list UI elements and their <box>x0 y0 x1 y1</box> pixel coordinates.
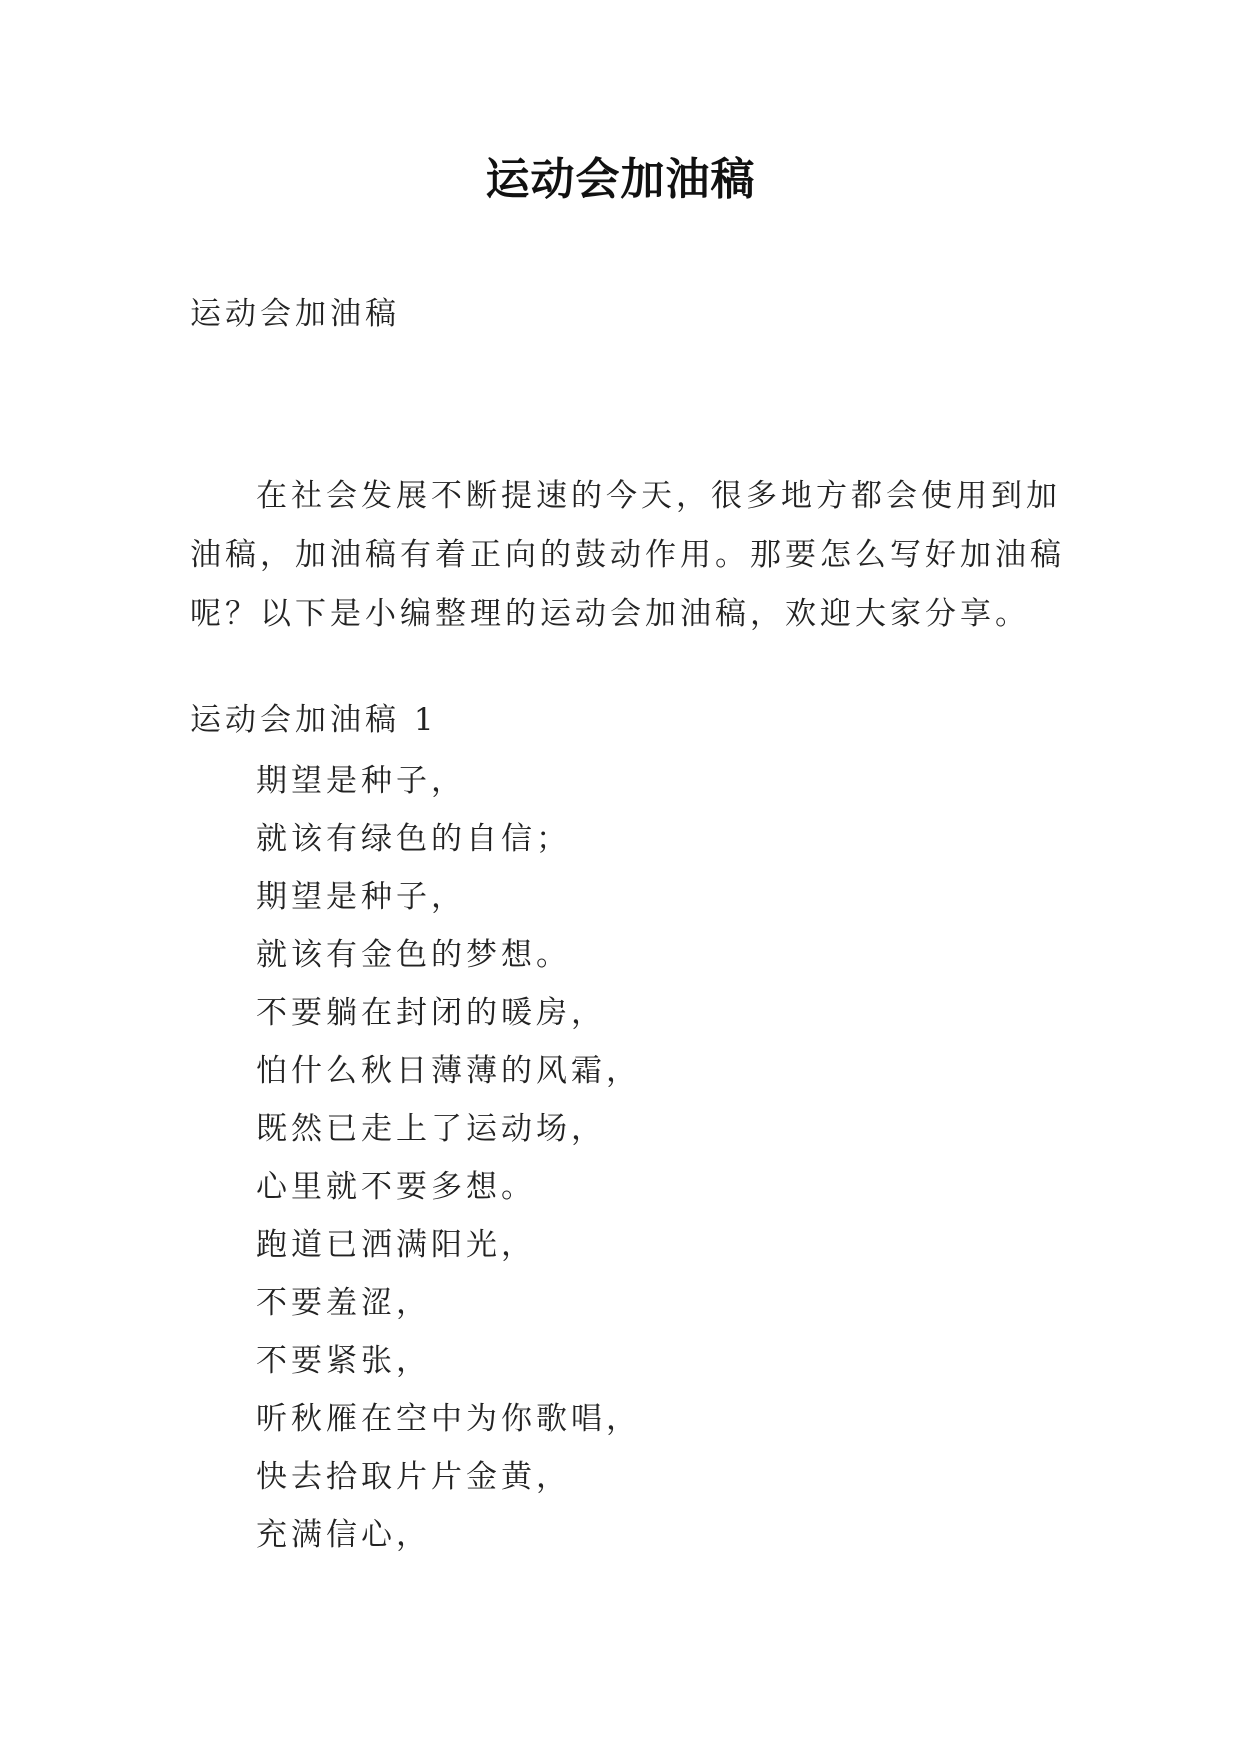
poem-line: 跑道已洒满阳光， <box>256 1227 536 1263</box>
poem-line: 不要羞涩， <box>256 1285 431 1321</box>
poem-line: 就该有金色的梦想。 <box>256 937 571 973</box>
poem-line: 快去拾取片片金黄， <box>256 1459 571 1495</box>
poem-line: 不要紧张， <box>256 1343 431 1379</box>
document-subtitle: 运动会加油稿 <box>190 296 400 332</box>
poem-line: 就该有绿色的自信； <box>256 821 571 857</box>
poem-line: 期望是种子， <box>256 879 466 915</box>
poem-line: 充满信心， <box>256 1517 431 1553</box>
document-title: 运动会加油稿 <box>485 154 756 205</box>
poem-line: 不要躺在封闭的暖房， <box>256 995 606 1031</box>
section-heading: 运动会加油稿 1 <box>190 702 438 738</box>
poem-lines <box>256 752 1076 1564</box>
poem-line: 听秋雁在空中为你歌唱， <box>256 1401 641 1437</box>
intro-paragraph: 在社会发展不断提速的今天，很多地方都会使用到加油稿，加油稿有着正向的鼓动作用。那要怎么写好加油稿呢？以下是小编整理的运动会加油稿，欢迎大家分享。 <box>190 478 1065 632</box>
poem-line: 既然已走上了运动场， <box>256 1111 606 1147</box>
poem-line: 怕什么秋日薄薄的风霜， <box>256 1053 641 1089</box>
poem-line: 心里就不要多想。 <box>256 1169 536 1205</box>
poem-line: 期望是种子， <box>256 763 466 799</box>
